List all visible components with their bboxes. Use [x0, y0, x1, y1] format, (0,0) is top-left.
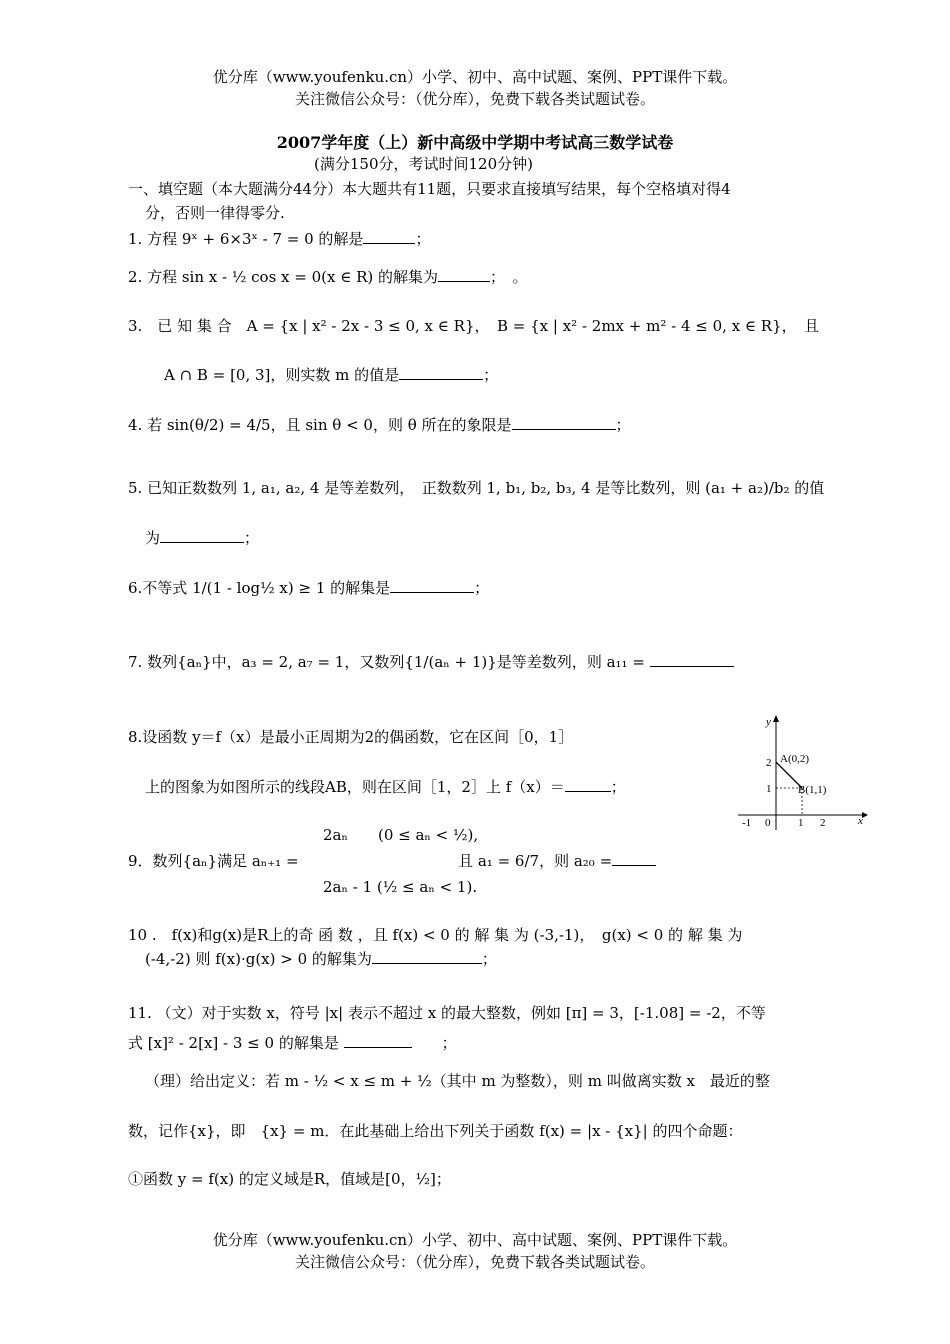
question-4-text: 4. 若 sin(θ/2) = 4/5，且 sin θ < 0，则 θ 所在的象限是: [128, 416, 512, 434]
question-9-tail: 且 a₁ = 6/7，则 a₂₀ =: [458, 852, 613, 870]
question-9-line-2: [128, 850, 656, 871]
footer-line-1: 优分库（www.youfenku.cn）小学、初中、高中试题、案例、PPT课件下载。: [212, 1231, 738, 1249]
question-5-line-1: 5. 已知正数数列 1, a₁, a₂, 4 是等差数列， 正数数列 1, b₁, b₂, b₃, 4 是等比数列，则 (a₁ + a₂)/b₂ 的值: [128, 479, 825, 497]
question-2-tail: ； 。: [490, 268, 528, 286]
question-7: [128, 651, 734, 672]
question-1: 1. 方程 9ˣ + 6×3ˣ - 7 = 0 的解是 ；: [128, 230, 431, 248]
question-6-text: 6.不等式 1/(1 - log½ x) ≥ 1 的解集是: [128, 579, 391, 597]
function-graph: [730, 712, 870, 832]
question-3-text: A ∩ B = [0, 3]，则实数 m 的值是: [164, 366, 400, 384]
x-axis-label: x: [858, 815, 863, 827]
question-11-line-4: 数，记作{x}，即 {x} = m．在此基础上给出下列关于函数 f(x) = |x - {x}| 的四个命题：: [128, 1122, 743, 1140]
question-7-text: 7. 数列{aₙ}中，a₃ = 2, a₇ = 1，又数列{1/(aₙ + 1)}是等差数列，则 a₁₁ =: [128, 653, 645, 671]
answer-blank-8: [565, 777, 611, 792]
question-11-line-2: 式 [x]² - 2[x] - 3 ≤ 0 的解集是 ；: [128, 1034, 457, 1052]
question-2: [128, 266, 528, 287]
tick-x-2: 2: [820, 817, 826, 829]
question-1-text: 1. 方程 9ˣ + 6×3ˣ - 7 = 0 的解是: [128, 230, 364, 248]
question-5-line-2: 为 ；: [145, 529, 260, 547]
question-9-text: 9．数列{aₙ}满足 aₙ₊₁ =: [128, 852, 299, 870]
x-axis-arrow: [862, 812, 868, 818]
header-line-2: 关注微信公众号：（优分库），免费下载各类试题试卷。: [294, 90, 655, 108]
question-8-line-2: 上的图象为如图所示的线段AB，则在区间［1，2］上 f（x）＝ ；: [145, 778, 626, 796]
section-intro-1: 一、填空题（本大题满分44分）本大题共有11题，只要求直接填写结果，每个空格填对得4: [128, 180, 731, 198]
answer-blank-2: [438, 267, 490, 282]
answer-blank-4: [512, 415, 616, 430]
question-5-text: 为: [145, 529, 161, 547]
question-4: 4. 若 sin(θ/2) = 4/5，且 sin θ < 0，则 θ 所在的象限是 ；: [128, 416, 631, 434]
question-6: 6.不等式 1/(1 - log½ x) ≥ 1 的解集是 ；: [128, 579, 490, 597]
y-axis-label: y: [766, 716, 771, 728]
header-line-1: 优分库（www.youfenku.cn）小学、初中、高中试题、案例、PPT课件下载。: [212, 68, 738, 86]
question-3-line-2: A ∩ B = [0, 3]，则实数 m 的值是 ；: [164, 366, 499, 384]
question-11-text: 式 [x]² - 2[x] - 3 ≤ 0 的解集是: [128, 1034, 339, 1052]
question-11-line-3: （理）给出定义：若 m - ½ < x ≤ m + ½（其中 m 为整数），则 m 叫做离实数 x 最近的整: [145, 1072, 770, 1090]
question-8-text: 上的图象为如图所示的线段AB，则在区间［1，2］上 f（x）＝: [145, 778, 565, 796]
question-10-line-2: (-4,-2) 则 f(x)·g(x) > 0 的解集为 ；: [145, 950, 497, 968]
question-2-text: 2. 方程 sin x - ½ cos x = 0(x ∈ R) 的解集为: [128, 268, 439, 286]
tick-x-neg1: -1: [742, 817, 752, 829]
y-axis-arrow: [773, 715, 779, 722]
answer-blank-11: [344, 1033, 412, 1048]
question-9-line-3: 2aₙ - 1 (½ ≤ aₙ < 1).: [128, 878, 478, 896]
question-8-line-1: 8.设函数 y＝f（x）是最小正周期为2的偶函数，它在区间［0，1］: [128, 728, 574, 746]
point-a-label: A(0,2): [780, 753, 810, 765]
tick-y-2: 2: [766, 757, 772, 769]
answer-blank-5: [160, 528, 244, 543]
question-11-line-1: 11. （文）对于实数 x，符号 |x| 表示不超过 x 的最大整数，例如 [π] = 3，[-1.08] = -2，不等: [128, 1004, 766, 1022]
section-intro-2: 分，否则一律得零分.: [145, 204, 285, 222]
answer-blank-1: [363, 229, 415, 244]
answer-blank-10: [372, 949, 482, 964]
answer-blank-7: [650, 652, 734, 667]
answer-blank-3: [399, 365, 483, 380]
exam-title: 2007学年度（上）新中高级中学期中考试高三数学试卷: [276, 133, 674, 152]
question-10-line-1: 10 . f(x)和g(x)是R上的奇 函 数 ，且 f(x) < 0 的 解 集 为 (-3,-1)， g(x) < 0 的 解 集 为: [128, 926, 743, 944]
tick-x-1: 1: [798, 817, 804, 829]
answer-blank-6: [390, 578, 474, 593]
tick-y-1: 1: [766, 783, 772, 795]
question-10-text: (-4,-2) 则 f(x)·g(x) > 0 的解集为: [145, 950, 372, 968]
tick-origin: 0: [765, 817, 771, 829]
question-11-line-5: ①函数 y = f(x) 的定义域是R，值域是[0，½]；: [128, 1170, 451, 1188]
point-b-label: B(1,1): [798, 784, 827, 796]
question-9-line-1: 2aₙ (0 ≤ aₙ < ½),: [128, 826, 479, 844]
exam-subtitle: (满分150分，考试时间120分钟): [314, 155, 533, 173]
answer-blank-9: [612, 851, 656, 866]
footer-line-2: 关注微信公众号：（优分库），免费下载各类试题试卷。: [294, 1253, 655, 1271]
question-3-line-1: 3. 已 知 集 合 A = {x | x² - 2x - 3 ≤ 0, x ∈ R}， B = {x | x² - 2mx + m² - 4 ≤ 0, x ∈ R}， 且: [128, 317, 820, 335]
